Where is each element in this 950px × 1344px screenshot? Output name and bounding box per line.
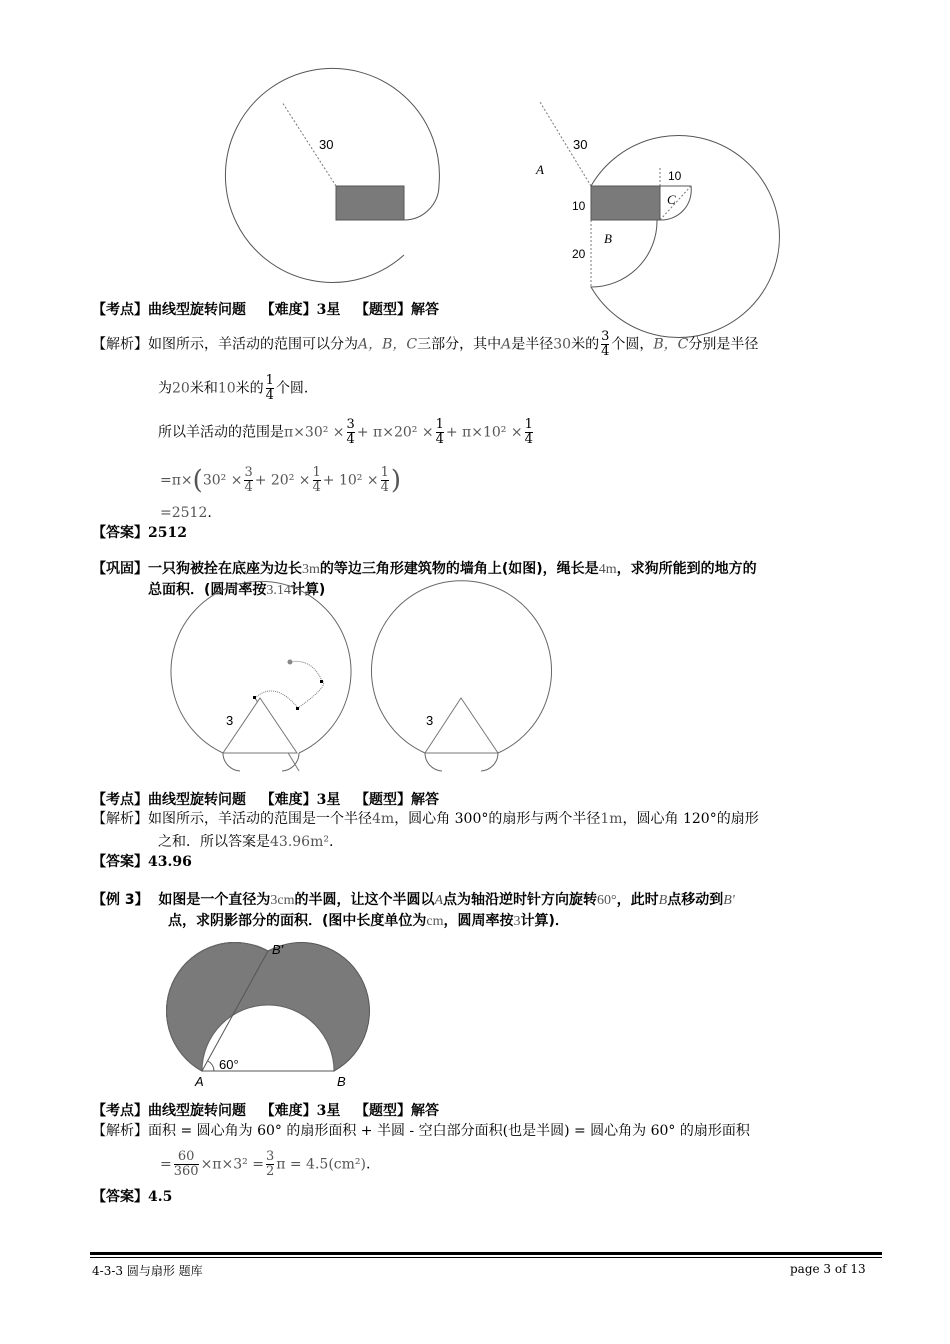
text: ，求狗所能到的地方的: [616, 561, 757, 577]
s1-analysis-line5: [160, 503, 212, 523]
text: 【解析】: [92, 811, 148, 827]
fraction: [381, 466, 389, 495]
text: 点为轴沿逆时针方向旋转: [443, 892, 598, 908]
text: 43.96m²: [270, 834, 329, 850]
text: 【答案】: [92, 525, 148, 541]
text: π = 4.5(cm²): [276, 1156, 366, 1173]
text: =: [252, 1156, 264, 1173]
text: 3星: [316, 792, 341, 808]
text: 计算): [290, 582, 326, 598]
text: 4: [312, 480, 321, 495]
text: 20: [172, 380, 190, 397]
text: .: [365, 1156, 371, 1173]
text: 点移动到: [667, 892, 724, 908]
left-rect: [336, 186, 404, 220]
text: 1m: [600, 811, 623, 827]
fig1-label-10-top: 10: [668, 169, 682, 183]
text: π×30² ×: [284, 424, 345, 441]
text: ，圆心角 120°: [622, 811, 717, 827]
text: 10: [217, 380, 236, 397]
figure-left: [225, 68, 439, 282]
text: 米和: [189, 380, 218, 397]
text: 点，求阴影部分的面积．(图中长度单位为: [168, 913, 427, 929]
text: 【难度】: [260, 1103, 317, 1119]
text: 的扇形与两个半径: [488, 811, 601, 827]
text: 一只狗被拴在底座为边长: [148, 561, 302, 577]
s1-analysis-line2: [158, 374, 308, 403]
text: 30² ×: [202, 472, 243, 489]
text: 个圆.: [275, 380, 309, 397]
footer-left: 4-3-3 圆与扇形 题库: [92, 1264, 203, 1278]
text: ×π×3²: [200, 1156, 248, 1173]
text: B': [723, 893, 735, 908]
figure-rotated-semicircle: [0, 935, 950, 1085]
text: 如图所示，羊活动的范围是一个半径: [148, 811, 372, 827]
fig1-label-20: 20: [572, 247, 586, 261]
text: A，B，C: [358, 336, 418, 353]
text: =2512: [160, 505, 208, 521]
text: B: [658, 893, 668, 908]
dog-left-figure: [171, 581, 351, 771]
text: 所以羊活动的范围是: [158, 424, 284, 441]
text: 360: [173, 1164, 199, 1179]
text: 4.5: [148, 1189, 173, 1205]
s1-analysis-line4: =π×(30² × $\frac{3}{4}$ + 20² × $\frac{1}{4}$ + 10² × $\frac{1}{4}$ ): [160, 465, 402, 496]
text: 之和．所以答案是: [158, 834, 270, 850]
text: 【考点】: [92, 1103, 148, 1119]
text: 4: [524, 432, 533, 447]
gonggu-line1: [92, 559, 757, 580]
text: 3: [513, 914, 521, 929]
dog-right-figure: [372, 581, 552, 771]
text: 【答案】: [92, 854, 148, 870]
fig2-left-3: 3: [226, 713, 234, 728]
figure-dog-range: [0, 600, 950, 800]
fraction: [601, 330, 609, 359]
text: 3m: [302, 562, 320, 577]
s2-meta: [92, 790, 439, 810]
text: 4: [380, 480, 389, 495]
text: =: [160, 1156, 172, 1173]
text: 个圆，: [611, 336, 654, 353]
figure-sheep-range: [0, 0, 950, 300]
text: cm: [426, 914, 444, 929]
text: ，圆周率按: [443, 913, 514, 929]
s3-analysis-line1: [92, 1121, 750, 1141]
gonggu-line2: [148, 580, 325, 601]
text: 1: [380, 465, 389, 480]
fig3-label-A: A: [195, 1074, 204, 1089]
text: 解答: [411, 1103, 439, 1119]
fraction: [525, 418, 533, 447]
text: 计算)．: [520, 913, 569, 929]
fig1-label-C: C: [667, 192, 676, 207]
text: B，C: [653, 336, 689, 353]
text: 30: [553, 336, 572, 353]
text: 米的: [571, 336, 600, 353]
s3-meta: [92, 1101, 439, 1121]
text: 4: [346, 432, 355, 447]
text: 3: [346, 417, 355, 432]
text: 是半径: [511, 336, 554, 353]
text: 4: [601, 344, 610, 359]
text: 3.14: [266, 583, 291, 598]
text: 曲线型旋转问题: [148, 792, 246, 808]
text: 为: [158, 380, 172, 397]
fig1-right-30: 30: [573, 137, 588, 152]
text: 3: [244, 465, 253, 480]
text: 4: [435, 432, 444, 447]
text: 【题型】: [355, 792, 411, 808]
text: 面积 = 圆心角为 60° 的扇形面积 + 半圆 - 空白部分面积(也是半圆) = 圆心角为 60° 的扇形面积: [148, 1123, 750, 1139]
s2-analysis-line1: [92, 809, 759, 829]
fraction: [174, 1150, 199, 1179]
fraction: [313, 466, 321, 495]
text: 如图是一个直径为: [158, 892, 271, 908]
text: 曲线型旋转问题: [148, 1103, 246, 1119]
text: 1: [312, 465, 321, 480]
text: 2: [265, 1164, 275, 1179]
s1-meta: [92, 300, 439, 320]
tixing: 解答: [411, 302, 439, 318]
text: 【难度】: [260, 792, 317, 808]
text: 4: [244, 480, 253, 495]
text: 3cm: [270, 893, 295, 908]
kaodian: 曲线型旋转问题: [148, 302, 246, 318]
text: A: [434, 893, 444, 908]
triangle-left: [223, 698, 297, 753]
text: 4: [265, 388, 274, 403]
text: 如图所示，羊活动的范围可以分为: [148, 336, 358, 353]
text: 的等边三角形建筑物的墙角上(如图)，绳长是: [319, 561, 599, 577]
s3-answer: [92, 1187, 172, 1207]
text: .: [328, 834, 334, 850]
text: 43.96: [148, 854, 192, 870]
kaodian-tag: 【考点】: [92, 302, 148, 318]
text: + 20² ×: [254, 472, 311, 489]
text: 60: [177, 1149, 195, 1164]
text: 【考点】: [92, 792, 148, 808]
text: A: [501, 336, 512, 353]
s2-analysis-line2: [158, 832, 333, 852]
fig2-right-3: 3: [426, 713, 434, 728]
s3-analysis-line2: [160, 1150, 370, 1179]
fraction: [266, 374, 274, 403]
text: 的半圆，让这个半圆以: [294, 892, 435, 908]
text: + π×10² ×: [445, 424, 523, 441]
text: =π×: [160, 472, 193, 489]
text: 3星: [316, 1103, 341, 1119]
fig3-label-B: B: [337, 1074, 346, 1089]
text: 解答: [411, 792, 439, 808]
text: 2512: [148, 525, 187, 541]
footer-rule-thin: [90, 1257, 882, 1258]
triangle-right: [425, 698, 498, 753]
text: 分别是半径: [688, 336, 759, 353]
fig1-left-30: 30: [319, 137, 334, 152]
text: .: [207, 505, 212, 521]
text: 总面积．(圆周率按: [148, 582, 267, 598]
tixing-tag: 【题型】: [355, 302, 411, 318]
jiexi-tag: 【解析】: [92, 336, 148, 353]
fig1-label-10-left: 10: [572, 199, 586, 213]
li3-line2: [168, 911, 569, 932]
s1-answer: [92, 523, 187, 543]
text: 4m: [598, 562, 617, 577]
text: 【答案】: [92, 1189, 148, 1205]
s1-analysis-line3: [158, 418, 535, 447]
fraction: [347, 418, 355, 447]
fig3-label-Bp: B': [272, 942, 284, 957]
text: + 10² ×: [322, 472, 379, 489]
fig1-label-A: A: [536, 162, 544, 177]
text: 的扇形: [716, 811, 759, 827]
li3-line1: [92, 890, 735, 911]
text: 【解析】: [92, 1123, 148, 1139]
fraction: [244, 466, 252, 495]
fraction: [436, 418, 444, 447]
s1-analysis-line1: [92, 330, 758, 359]
fig3-label-angle: 60°: [219, 1057, 239, 1072]
text: ，圆心角 300°: [394, 811, 489, 827]
nandu: 3星: [316, 302, 341, 318]
footer-right: page 3 of 13: [790, 1262, 866, 1276]
text: 【巩固】: [92, 561, 148, 577]
text: 米的: [235, 380, 264, 397]
footer-rule-thick: [90, 1252, 882, 1255]
text: + π×20² ×: [356, 424, 434, 441]
text: 4m: [372, 811, 395, 827]
text: 1: [524, 417, 533, 432]
s2-answer: [92, 852, 192, 872]
text: 1: [435, 417, 444, 432]
text: 3: [265, 1149, 275, 1164]
text: 1: [265, 373, 274, 388]
text: 【例 3】: [92, 892, 149, 908]
text: 【题型】: [355, 1103, 411, 1119]
text: 60°: [597, 893, 617, 908]
text: ，此时: [616, 892, 659, 908]
text: 3: [601, 329, 610, 344]
text: 三部分，其中: [417, 336, 502, 353]
fig1-label-B: B: [604, 231, 612, 246]
nandu-tag: 【难度】: [260, 302, 317, 318]
fraction: [266, 1150, 274, 1179]
right-rect: [591, 186, 660, 220]
